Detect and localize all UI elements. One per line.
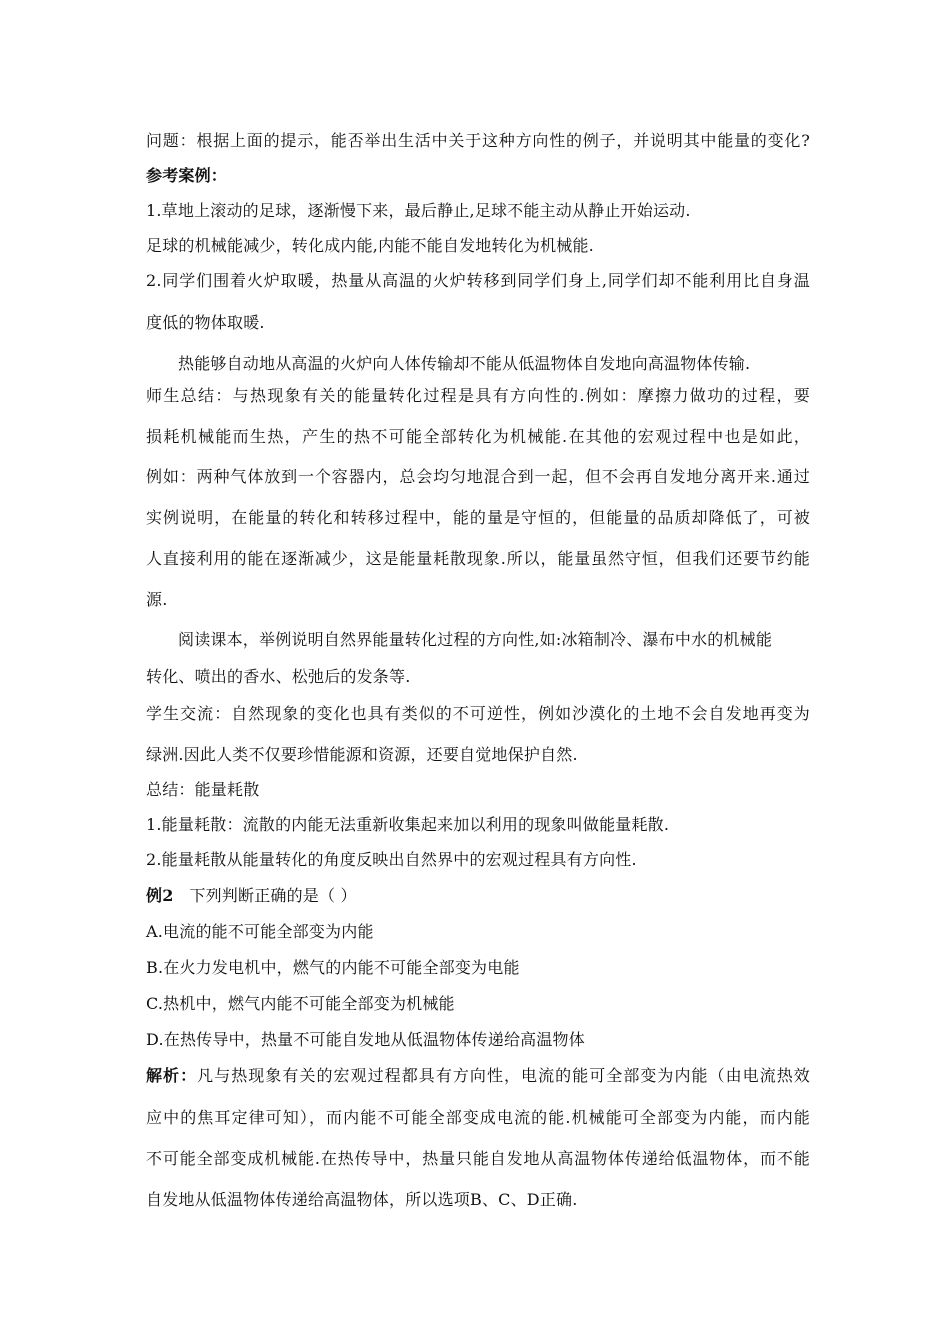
analysis-line-4: 自发地从低温物体传递给高温物体，所以选项B、C、D正确. <box>146 1190 578 1209</box>
analysis-line-1 <box>146 1066 810 1086</box>
option-d: D.在热传导中，热量不可能自发地从低温物体传递给高温物体 <box>146 1030 585 1049</box>
reading-paragraph-line-2: 转化、喷出的香水、松弛后的发条等. <box>146 667 411 686</box>
analysis-line-3: 不可能全部变成机械能.在热传导中，热量只能自发地从高温物体传递给低温物体，而不能 <box>146 1149 810 1168</box>
analysis-text: 凡与热现象有关的宏观过程都具有方向性，电流的能可全部变为内能（由电流热效 <box>197 1066 811 1085</box>
summary-line-1: 师生总结：与热现象有关的能量转化过程是具有方向性的.例如：摩擦力做功的过程，要 <box>146 386 810 405</box>
summary-line-2: 损耗机械能而生热，产生的热不可能全部转化为机械能.在其他的宏观过程中也是如此， <box>146 427 810 446</box>
example-2-text: 下列判断正确的是（ ） <box>189 886 357 905</box>
summary-line-4: 实例说明，在能量的转化和转移过程中，能的量是守恒的，但能量的品质却降低了，可被 <box>146 508 810 527</box>
example-2-question <box>146 886 357 906</box>
conclusion-point-2: 2.能量耗散从能量转化的角度反映出自然界中的宏观过程具有方向性. <box>146 850 637 869</box>
conclusion-heading: 总结：能量耗散 <box>146 780 260 799</box>
summary-line-6: 源. <box>146 590 168 609</box>
student-exchange-line-2: 绿洲.因此人类不仅要珍惜能源和资源，还要自觉地保护自然. <box>146 745 578 764</box>
heat-transfer-paragraph: 热能够自动地从高温的火炉向人体传输却不能从低温物体自发地向高温物体传输. <box>178 354 751 373</box>
reference-case-heading: 参考案例： <box>146 166 228 185</box>
case-2-line: 2.同学们围着火炉取暖，热量从高温的火炉转移到同学们身上,同学们却不能利用比自身温 <box>146 271 810 290</box>
option-b: B.在火力发电机中，燃气的内能不可能全部变为电能 <box>146 958 520 977</box>
case-1-line: 1.草地上滚动的足球，逐渐慢下来，最后静止,足球不能主动从静止开始运动. <box>146 201 691 220</box>
student-exchange-line-1: 学生交流：自然现象的变化也具有类似的不可逆性，例如沙漠化的土地不会自发地再变为 <box>146 704 810 723</box>
analysis-line-2: 应中的焦耳定律可知），而内能不可能全部变成电流的能.机械能可全部变为内能，而内能 <box>146 1108 810 1127</box>
summary-line-5: 人直接利用的能在逐渐减少，这是能量耗散现象.所以，能量虽然守恒，但我们还要节约能 <box>146 549 810 568</box>
reading-paragraph-line-1: 阅读课本，举例说明自然界能量转化过程的方向性,如:冰箱制冷、瀑布中水的机械能 <box>178 630 773 649</box>
case-1-explanation: 足球的机械能减少，转化成内能,内能不能自发地转化为机械能. <box>146 236 594 255</box>
analysis-label: 解析： <box>146 1066 198 1085</box>
summary-line-3: 例如：两种气体放到一个容器内，总会均匀地混合到一起，但不会再自发地分离开来.通过 <box>146 467 810 486</box>
conclusion-point-1: 1.能量耗散：流散的内能无法重新收集起来加以利用的现象叫做能量耗散. <box>146 815 670 834</box>
example-2-label: 例2 <box>146 886 174 905</box>
option-a: A.电流的能不可能全部变为内能 <box>146 922 374 941</box>
option-c: C.热机中，燃气内能不可能全部变为机械能 <box>146 994 455 1013</box>
question-line: 问题：根据上面的提示，能否举出生活中关于这种方向性的例子，并说明其中能量的变化? <box>146 131 810 150</box>
case-2-line-cont: 度低的物体取暖. <box>146 313 265 332</box>
